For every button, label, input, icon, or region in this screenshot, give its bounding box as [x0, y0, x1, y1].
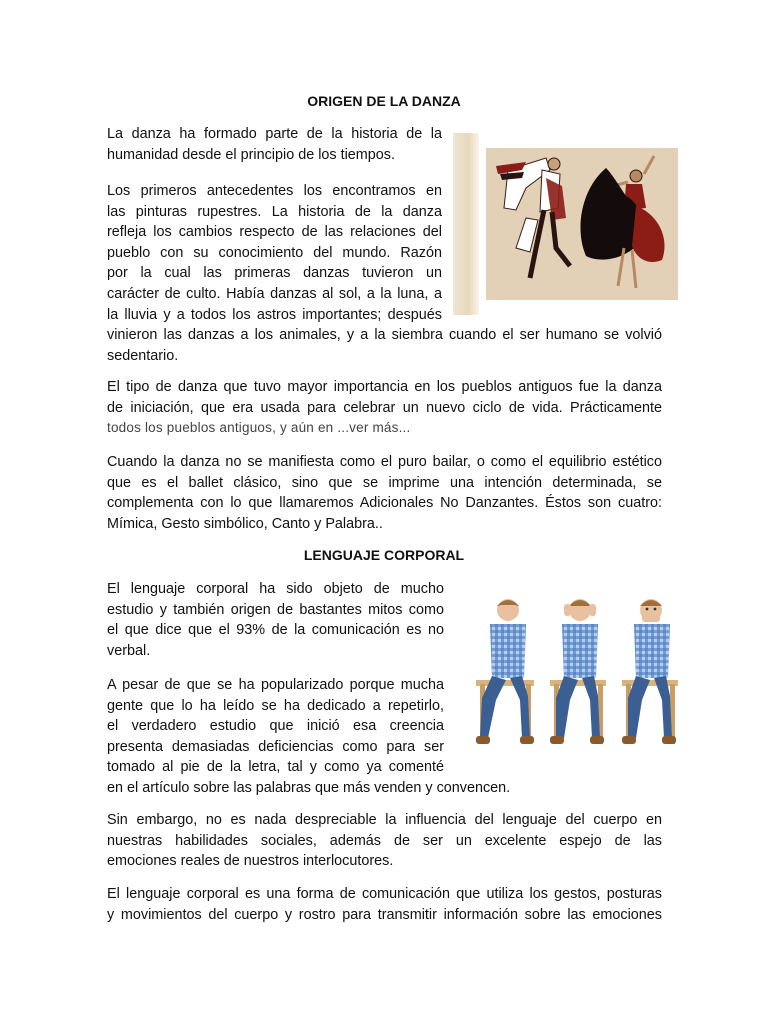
text-line: pueblo con su conocimiento del mundo. Razón: [107, 244, 442, 261]
three-kids-photo: [462, 588, 688, 768]
text-line: humanidad desde el principio de los tiempos.: [107, 146, 395, 163]
text-line: nuestras habilidades sociales, además de ser un excelente espejo de las: [107, 832, 662, 849]
text-line: Cuando la danza no se manifiesta como el puro bailar, o como el equilibrio estético: [107, 454, 662, 470]
text-line: La danza ha formado parte de la historia de la: [107, 126, 442, 142]
text-line: en el artículo sobre las palabras que más venden y convencen.: [107, 779, 511, 796]
text-line: complementa con lo que llamaremos Adicionales No Danzantes. Éstos son cuatro:: [107, 495, 662, 512]
text-line: presenta demasiadas deficiencias como para ser: [107, 738, 444, 755]
text-line: gente que lo ha leído se ha dedicado a repetirlo,: [107, 697, 444, 714]
text-line: emociones reales de nuestros interlocutores.: [107, 853, 394, 870]
text-line: Sin embargo, no es nada despreciable la influencia del lenguaje del cuerpo en: [107, 812, 662, 828]
text-line: estudio y también origen de bastantes mitos como: [107, 601, 444, 618]
paragraph-antecedentes: [107, 181, 662, 366]
paragraph-iniciacion: [107, 377, 662, 439]
text-line: el que dice que el 93% de la comunicación es no: [107, 622, 444, 639]
paragraph-definicion: [107, 884, 662, 925]
text-line: El lenguaje corporal es una forma de comunicación que utiliza los gestos, posturas: [107, 886, 662, 902]
paragraph-adicionales: [107, 452, 662, 534]
dancers-illustration: [486, 148, 678, 300]
text-line: las pinturas rupestres. La historia de la danza: [107, 203, 442, 220]
text-line: Mímica, Gesto simbólico, Canto y Palabra..: [107, 515, 383, 532]
paragraph-intro: [107, 124, 442, 165]
text-line: A pesar de que se ha popularizado porque mucha: [107, 677, 444, 693]
text-line: de iniciación, que era usada para celebrar un nuevo ciclo de vida. Prácticamente: [107, 399, 662, 416]
text-line: vinieron las danzas a los animales, y a la siembra cuando el ser humano se volvió: [107, 327, 662, 344]
paragraph-influencia: [107, 810, 662, 872]
section-title-lenguaje: LENGUAJE CORPORAL: [303, 547, 465, 563]
text-line: el verdadero estudio que inició esa creencia: [107, 718, 444, 735]
text-line: sedentario.: [107, 347, 179, 364]
text-line: Los primeros antecedentes los encontramos en: [107, 183, 442, 199]
text-line: por la cual las primeras danzas tuvieron un: [107, 265, 442, 282]
text-line: El tipo de danza que tuvo mayor importancia en los pueblos antiguos fue la danza: [107, 379, 662, 395]
read-more-link[interactable]: ...ver más...: [337, 420, 411, 436]
paragraph-popularizado: [107, 675, 511, 799]
text-line: la lluvia y a todos los astros importantes; después: [107, 306, 442, 323]
truncated-teaser: [107, 418, 662, 439]
text-line: carácter de culto. Había danzas al sol, a la luna, a: [107, 285, 442, 302]
dance-painting-image: [453, 133, 685, 315]
text-line: El lenguaje corporal ha sido objeto de mucho: [107, 581, 444, 597]
text-line: tomado al pie de la letra, tal y como ya comenté: [107, 759, 444, 776]
text-line: verbal.: [107, 642, 151, 659]
teaser-text: todos los pueblos antiguos, y aún en: [107, 420, 338, 436]
paragraph-mitos: [107, 579, 444, 661]
text-line: que es el ballet clásico, sino que se imprime una intención determinada, se: [107, 474, 662, 491]
section-title-origen: ORIGEN DE LA DANZA: [307, 93, 461, 109]
text-line: refleja los cambios respecto de las relaciones del: [107, 224, 442, 241]
text-line: y movimientos del cuerpo y rostro para transmitir información sobre las emociones: [107, 906, 662, 923]
